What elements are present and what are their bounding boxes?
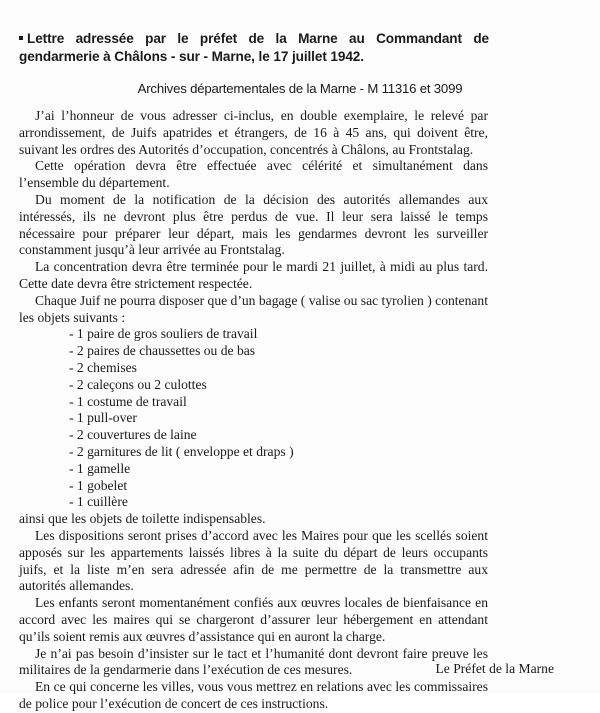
luggage-item-list [19, 326, 488, 511]
list-item: - 2 chemises [69, 359, 137, 375]
archive-source: Archives départementales de la Marne - M 11316 et 3099 [137, 81, 463, 96]
list-item: - 2 couvertures de laine [69, 427, 197, 443]
list-item: - 1 paire de gros souliers de travail [69, 326, 258, 342]
list-item: - 2 caleçons ou 2 culottes [69, 376, 207, 392]
list-item: - 1 gamelle [69, 460, 131, 476]
paragraph: Je n’ai pas besoin d’insister sur le tact et l’humanité dont devront faire preuve les militaires de la gendarmerie dans l’exécution de ces mesures. [19, 645, 488, 678]
document-heading [19, 30, 489, 66]
paragraph: En ce qui concerne les villes, vous vous mettrez en relations avec les commissaires de police pour l’exécution de concert de ces instructions. [19, 679, 488, 711]
list-item: - 1 costume de travail [69, 393, 187, 409]
paragraph: Les enfants seront momentanément confiés aux œuvres locales de bienfaisance en accord avec les maires qui se chargeront d’assurer leur hébergement en attendant qu’ils soient remis aux œuvres d’assistance qui en auront la charge. [19, 595, 488, 644]
list-item: - 2 paires de chaussettes ou de bas [69, 343, 256, 359]
paragraph: Les dispositions seront prises d’accord avec les Maires pour que les scellés soient apposés sur les appartements laissés libres à la suite du départ de leurs occupants juifs, et la liste m’en sera adressée afin de me permettre de la transmettre aux autorités allemandes. [19, 527, 488, 594]
heading-title: Lettre adressée par le préfet de la Marne au Commandant de gendarmerie à Châlons - sur - Marne, le 17 juillet 1942. [19, 31, 489, 64]
paragraph: ainsi que les objets de toilette indispensables. [19, 511, 266, 527]
bullet-icon [19, 36, 23, 40]
signature: Le Préfet de la Marne [435, 661, 554, 676]
list-item: - 2 garnitures de lit ( enveloppe et draps ) [69, 443, 294, 459]
list-item: - 1 pull-over [69, 410, 137, 426]
paragraph: Chaque Juif ne pourra disposer que d’un bagage ( valise ou sac tyrolien ) contenant les objets suivants : [19, 292, 488, 325]
letter-body [19, 108, 488, 713]
paragraph: La concentration devra être terminée pour le mardi 21 juillet, à midi au plus tard. Cette date devra être strictement respectée. [19, 259, 488, 291]
list-item: - 1 gobelet [69, 477, 128, 493]
paragraph: J’ai l’honneur de vous adresser ci-inclus, en double exemplaire, le relevé par arrondissement, de Juifs apatrides et étrangers, de 16 à 45 ans, qui doivent être, suivant les ordres des Autorités d’occupation, concentrés à Châlons, au Frontstalag. [19, 108, 488, 157]
paragraph: Du moment de la notification de la décision des autorités allemandes aux intéressés, ils ne devront plus être perdus de vue. Il leur sera laissé le temps nécessaire pour préparer leur départ, mais les gendarmes devront les surveiller constamment jusqu’à leur arrivée au Frontstalag. [19, 191, 488, 258]
paragraph: Cette opération devra être effectuée avec célérité et simultanément dans l’ensemble du département. [19, 158, 488, 191]
list-item: - 1 cuillère [69, 494, 128, 510]
